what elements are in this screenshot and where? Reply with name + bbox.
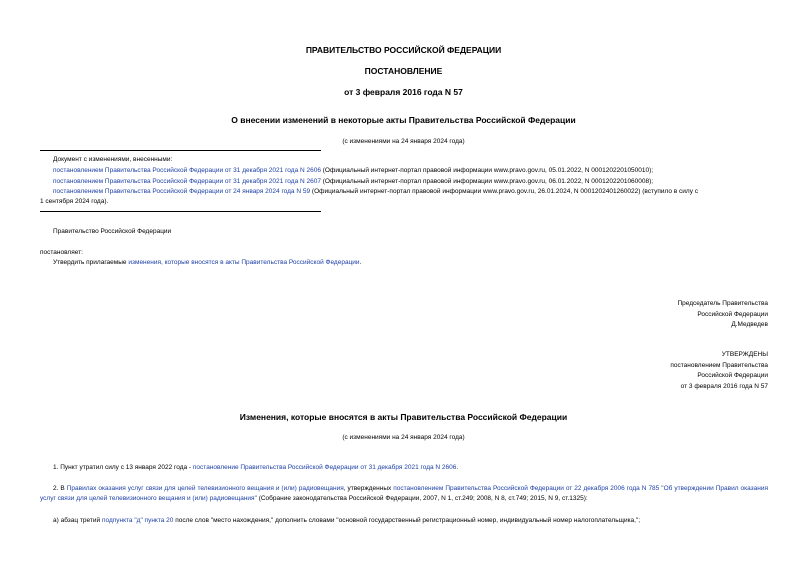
change-link[interactable]: постановлением Правительства Российской Федерации от 31 декабря 2021 года N 2606 [53,167,321,174]
pa-suffix: после слов "место нахождения," дополнить словами "основной государственный регистрационный номер, индивидуальный номер налогоплательщика,"; [173,517,641,524]
approved-line: от 3 февраля 2016 года N 57 [680,382,768,390]
p2-mid: , утвержденных [343,485,394,492]
annex-paragraph-1 [53,463,458,472]
change-source: (Официальный интернет-портал правовой информации www.pravo.gov.ru, 26.01.2024, N 0001202401260022) (вступило в силу с [310,188,699,195]
approved-block [670,350,768,392]
divider-top [40,150,321,151]
p1-suffix: . [456,464,459,471]
changes-intro: Документ с изменениями, внесенными: [53,156,173,163]
change-item [53,166,653,175]
change-item [53,187,698,196]
p2-rules-link[interactable]: Правилах оказания услуг связи для целей телевизионного вещания и (или) радиовещания [66,485,344,492]
annex-title: Изменения, которые вносятся в акты Правительства Российской Федерации [239,412,568,422]
approve-prefix: Утвердить прилагаемые [53,259,129,266]
approve-link[interactable]: изменения, которые вносятся в акты Правительства Российской Федерации [128,259,360,266]
government-heading: ПРАВИТЕЛЬСТВО РОССИЙСКОЙ ФЕДЕРАЦИИ [305,45,502,55]
approve-suffix: . [359,259,362,266]
change-continuation: 1 сентября 2024 года). [40,198,109,205]
divider-bottom [40,211,321,212]
approve-paragraph [53,258,361,267]
pa-link[interactable]: подпункта "д" пункта 20 [101,517,174,524]
p2-prefix: 2. В [53,485,67,492]
annex-amended-note: (с изменениями на 24 января 2024 года) [342,434,465,441]
doc-type-heading: ПОСТАНОВЛЕНИЕ [364,66,443,76]
annex-paragraph-2 [40,484,768,504]
change-link[interactable]: постановлением Правительства Российской Федерации от 31 декабря 2021 года N 2607 [53,178,321,185]
amended-note: (с изменениями на 24 января 2024 года) [342,138,465,145]
p1-link[interactable]: постановление Правительства Российской Федерации от 31 декабря 2021 года N 2606 [192,464,457,471]
change-item [53,177,653,186]
doc-title: О внесении изменений в некоторые акты Правительства Российской Федерации [231,115,576,125]
decides-text: постановляет: [40,249,83,256]
p2-decree-link[interactable]: постановлением Правительства Российской Федерации от 22 декабря 2006 года N 785 "Об утверждении Правил оказания услуг связи для целей телевизионного вещания и (или) радиовещания" [40,485,768,502]
signature-block [677,299,768,331]
doc-date-number: от 3 февраля 2016 года N 57 [344,87,463,97]
pa-prefix: а) абзац третий [53,517,102,524]
p1-prefix: 1. Пункт утратил силу с 13 января 2022 года - [53,464,193,471]
approved-line: Российской Федерации [697,372,768,379]
p2-suffix: (Собрание законодательства Российской Федерации, 2007, N 1, ст.249; 2008, N 8, ст.749; 2015, N 9, ст.1325): [256,495,588,502]
annex-subparagraph-a [53,516,640,525]
signature-line: Российской Федерации [697,310,768,318]
change-link[interactable]: постановлением Правительства Российской Федерации от 24 января 2024 года N 59 [53,188,311,195]
signature-line: Председатель Правительства [677,300,768,307]
approved-line: УТВЕРЖДЕНЫ [721,351,768,358]
change-source: (Официальный интернет-портал правовой информации www.pravo.gov.ru, 06.01.2022, N 0001202201060008); [320,178,654,185]
government-text: Правительство Российской Федерации [53,228,172,235]
approved-line: постановлением Правительства [670,361,768,369]
signature-name: Д.Медведев [731,321,768,328]
change-source: (Официальный интернет-портал правовой информации www.pravo.gov.ru, 05.01.2022, N 0001202201050010); [320,167,654,174]
